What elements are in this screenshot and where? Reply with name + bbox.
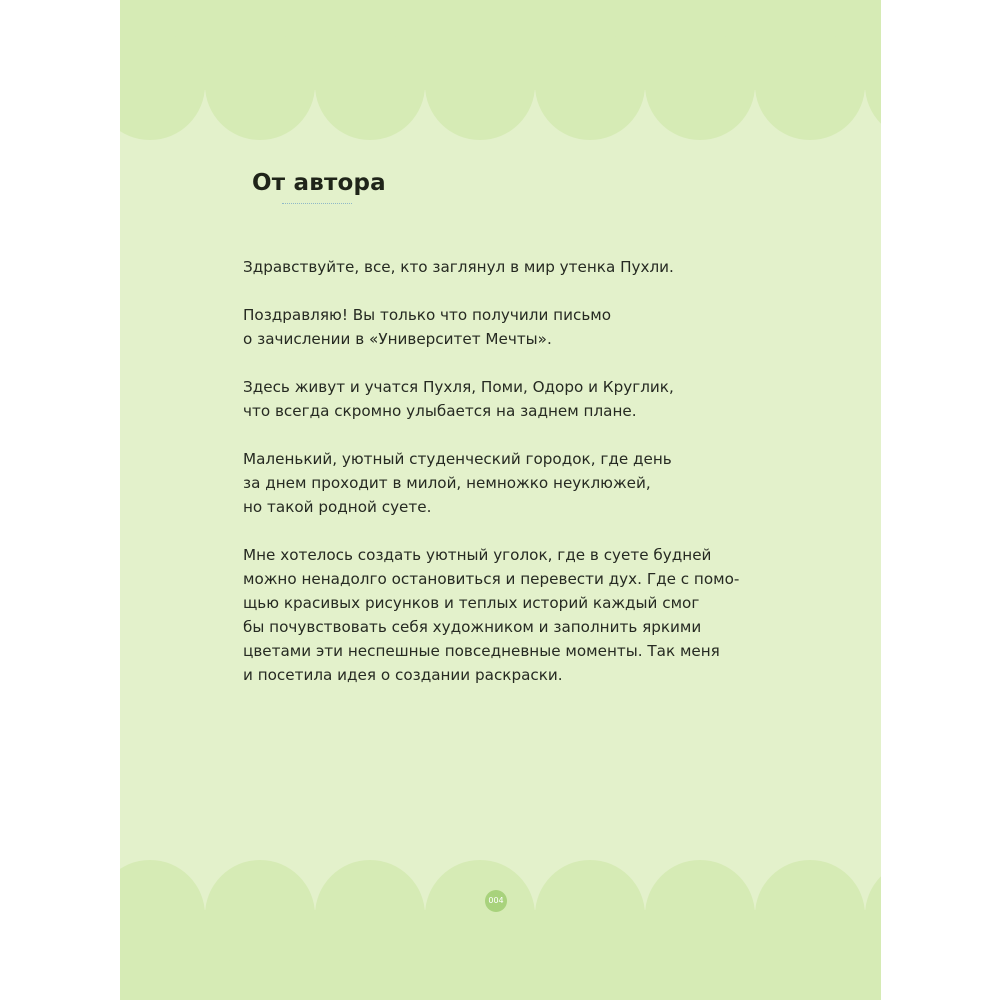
page-number-badge: 004 <box>485 890 507 912</box>
text-line: и посетила идея о создании раскраски. <box>243 666 563 684</box>
book-page <box>120 0 881 1000</box>
text-line: Мне хотелось создать уютный уголок, где в суете будней <box>243 546 712 564</box>
text-line: Здесь живут и учатся Пухля, Поми, Одоро и Круглик, <box>243 378 674 396</box>
scallop-border-bottom <box>120 860 881 1000</box>
text-line: бы почувствовать себя художником и заполнить яркими <box>243 618 702 636</box>
text-line: Здравствуйте, все, кто заглянул в мир утенка Пухли. <box>243 258 674 276</box>
paragraph <box>243 375 843 423</box>
text-line: Поздравляю! Вы только что получили письмо <box>243 306 612 324</box>
text-line: можно ненадолго остановиться и перевести дух. Где с помо- <box>243 570 740 588</box>
page-title: От автора <box>252 170 386 196</box>
title-underline <box>282 203 352 204</box>
text-line: щью красивых рисунков и теплых историй каждый смог <box>243 594 700 612</box>
paragraph <box>243 447 843 519</box>
text-line: цветами эти неспешные повседневные моменты. Так меня <box>243 642 720 660</box>
body-text <box>243 255 843 711</box>
text-line: за днем проходит в милой, немножко неуклюжей, <box>243 474 651 492</box>
scallop-border-top <box>120 0 881 140</box>
text-line: о зачислении в «Университет Мечты». <box>243 330 552 348</box>
text-line: но такой родной суете. <box>243 498 432 516</box>
text-line: Маленький, уютный студенческий городок, где день <box>243 450 672 468</box>
paragraph <box>243 303 843 351</box>
paragraph <box>243 255 843 279</box>
paragraph <box>243 543 843 687</box>
text-line: что всегда скромно улыбается на заднем плане. <box>243 402 637 420</box>
